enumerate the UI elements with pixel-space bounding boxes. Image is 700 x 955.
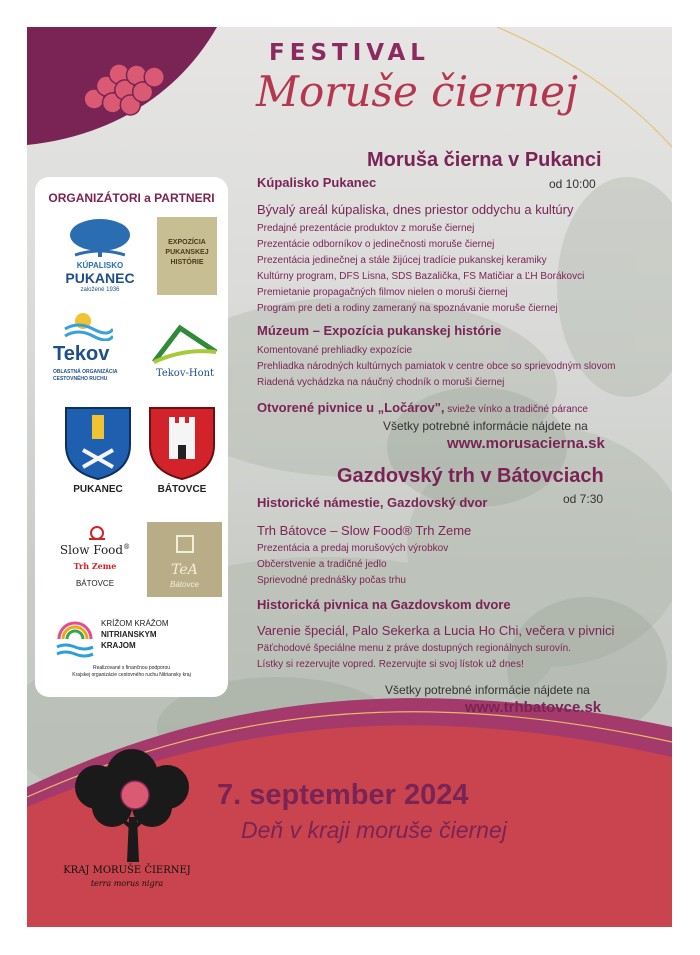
slow-food-line1: Trh Zeme xyxy=(73,561,117,571)
pukanec-item: Program pre deti a rodiny zameraný na spoznávanie moruše čiernej xyxy=(257,303,558,314)
pukanec-item: Prezentácie odborníkov o jedinečnosti moruše čiernej xyxy=(257,239,495,250)
krizom-line3: KRAJOM xyxy=(101,641,136,650)
batovce-intro2: Varenie špeciál, Palo Sekerka a Lucia Ho Chi, večera v pivnici xyxy=(257,623,615,638)
festival-word: FESTIVAL xyxy=(269,40,430,66)
kupalisko-line2: PUKANEC xyxy=(65,270,135,286)
tea-line1: Bátovce xyxy=(170,580,199,589)
cup-icon xyxy=(147,530,222,560)
batovce-venue1: Historické námestie, Gazdovský dvor xyxy=(257,495,488,510)
pukanec-venue2: Múzeum – Expozícia pukanskej histórie xyxy=(257,323,502,338)
slow-food-line2: BÁTOVCE xyxy=(75,579,115,588)
pukanec-info: Všetky potrebné informácie nájdete na xyxy=(383,419,588,433)
krizom-line2: NITRIANSKYM xyxy=(101,630,157,639)
batovce-item: Občerstvenie a tradičné jedlo xyxy=(257,559,387,570)
kupalisko-line1: KÚPALISKO xyxy=(76,261,124,270)
event-tagline: Deň v kraji moruše čiernej xyxy=(241,817,507,843)
pukanec-url-link[interactable]: www.morusacierna.sk xyxy=(447,435,605,452)
batovce-crest-icon xyxy=(147,405,217,481)
expozicia-line1: EXPOZÍCIA xyxy=(168,239,206,246)
batovce-intro: Trh Bátovce – Slow Food® Trh Zeme xyxy=(257,523,472,538)
batovce-item: Sprievodné prednášky počas trhu xyxy=(257,575,406,586)
tekov-hont-name: Tekov-Hont xyxy=(155,368,215,379)
pukanec-item: Kultúrny program, DFS Lisna, SDS Bazalička, FS Matičiar a ĽH Borákovci xyxy=(257,271,585,282)
kupalisko-tree-icon xyxy=(65,217,135,259)
pukanec-item: Predajné prezentácie produktov z moruše čiernej xyxy=(257,223,475,234)
tea-batovce-logo xyxy=(147,522,222,597)
tekov-hont-icon xyxy=(150,322,220,366)
pukanec-label: PUKANEC xyxy=(73,484,123,495)
tea-name: TeA xyxy=(171,562,198,578)
pukanec-item2: Riadená vychádzka na náučný chodník o moruši čiernej xyxy=(257,377,505,388)
tekov-line1: OBLASTNÁ ORGANIZÁCIA xyxy=(53,369,118,375)
pukanec-item: Premietanie propagačných filmov nielen o moruši čiernej xyxy=(257,287,508,298)
batovce-item2: Päťchodové špeciálne menu z práve dostupných regionálnych surovín. xyxy=(257,643,571,654)
pukanec-venue1: Kúpalisko Pukanec xyxy=(257,175,377,190)
batovce-label: BÁTOVCE xyxy=(157,484,207,495)
partners-title: ORGANIZÁTORI a PARTNERI xyxy=(48,191,215,205)
snail-icon xyxy=(87,525,107,541)
tekov-name: Tekov xyxy=(53,343,110,365)
batovce-item2: Lístky si rezervujte vopred. Rezervujte si svoj lístok už dnes! xyxy=(257,659,524,670)
batovce-time: od 7:30 xyxy=(563,492,604,506)
batovce-title: Gazdovský trh v Bátovciach xyxy=(337,465,604,487)
kupalisko-line3: založené 1936 xyxy=(80,287,120,293)
partners-panel xyxy=(35,177,228,697)
expozicia-logo xyxy=(157,217,217,295)
expozicia-line3: HISTÓRIE xyxy=(170,259,204,266)
pukanec-crest-icon xyxy=(63,405,133,481)
brand-latin: terra morus nigra xyxy=(90,879,164,888)
krizom-line1: KRÍŽOM KRÁŽOM xyxy=(101,619,169,628)
krizom-icon xyxy=(55,617,95,661)
festival-name: Moruše čiernej xyxy=(256,67,578,116)
batovce-url-link[interactable]: www.trhbatovce.sk xyxy=(465,699,602,716)
pukanec-item2: Komentované prehliadky expozície xyxy=(257,345,413,356)
pukanec-cellars: Otvorené pivnice u „Ločárov", svieže vínko a tradičné párance xyxy=(257,400,588,415)
expozicia-line2: PUKANSKEJ xyxy=(165,249,209,256)
funding-line2: Krajskej organizácie cestovného ruchu Nitriansky kraj xyxy=(72,672,191,678)
festival-poster xyxy=(27,27,672,927)
mulberry-tree-icon xyxy=(57,747,207,867)
pukanec-time: od 10:00 xyxy=(549,177,596,191)
funding-line1: Realizované s finančnou podporou xyxy=(93,665,170,671)
pukanec-item: Prezentácia jedinečnej a stále žijúcej tradície pukanskej keramiky xyxy=(257,255,547,266)
batovce-info: Všetky potrebné informácie nájdete na xyxy=(385,683,590,697)
pukanec-item2: Prehliadka národných kultúrnych pamiatok v centre obce so sprievodným slovom xyxy=(257,361,616,372)
tekov-line2: CESTOVNÉHO RUCHU xyxy=(53,376,108,382)
tekov-icon xyxy=(63,311,113,341)
brand-name: KRAJ MORUŠE ČIERNEJ xyxy=(63,865,191,876)
pukanec-title: Moruša čierna v Pukanci xyxy=(367,149,602,171)
batovce-item: Prezentácia a predaj morušových výrobkov xyxy=(257,543,449,554)
batovce-venue2: Historická pivnica na Gazdovskom dvore xyxy=(257,597,511,612)
pukanec-intro: Bývalý areál kúpaliska, dnes priestor oddychu a kultúry xyxy=(257,202,574,217)
slow-food-name: Slow Food® xyxy=(59,543,131,557)
event-date: 7. september 2024 xyxy=(217,779,469,811)
